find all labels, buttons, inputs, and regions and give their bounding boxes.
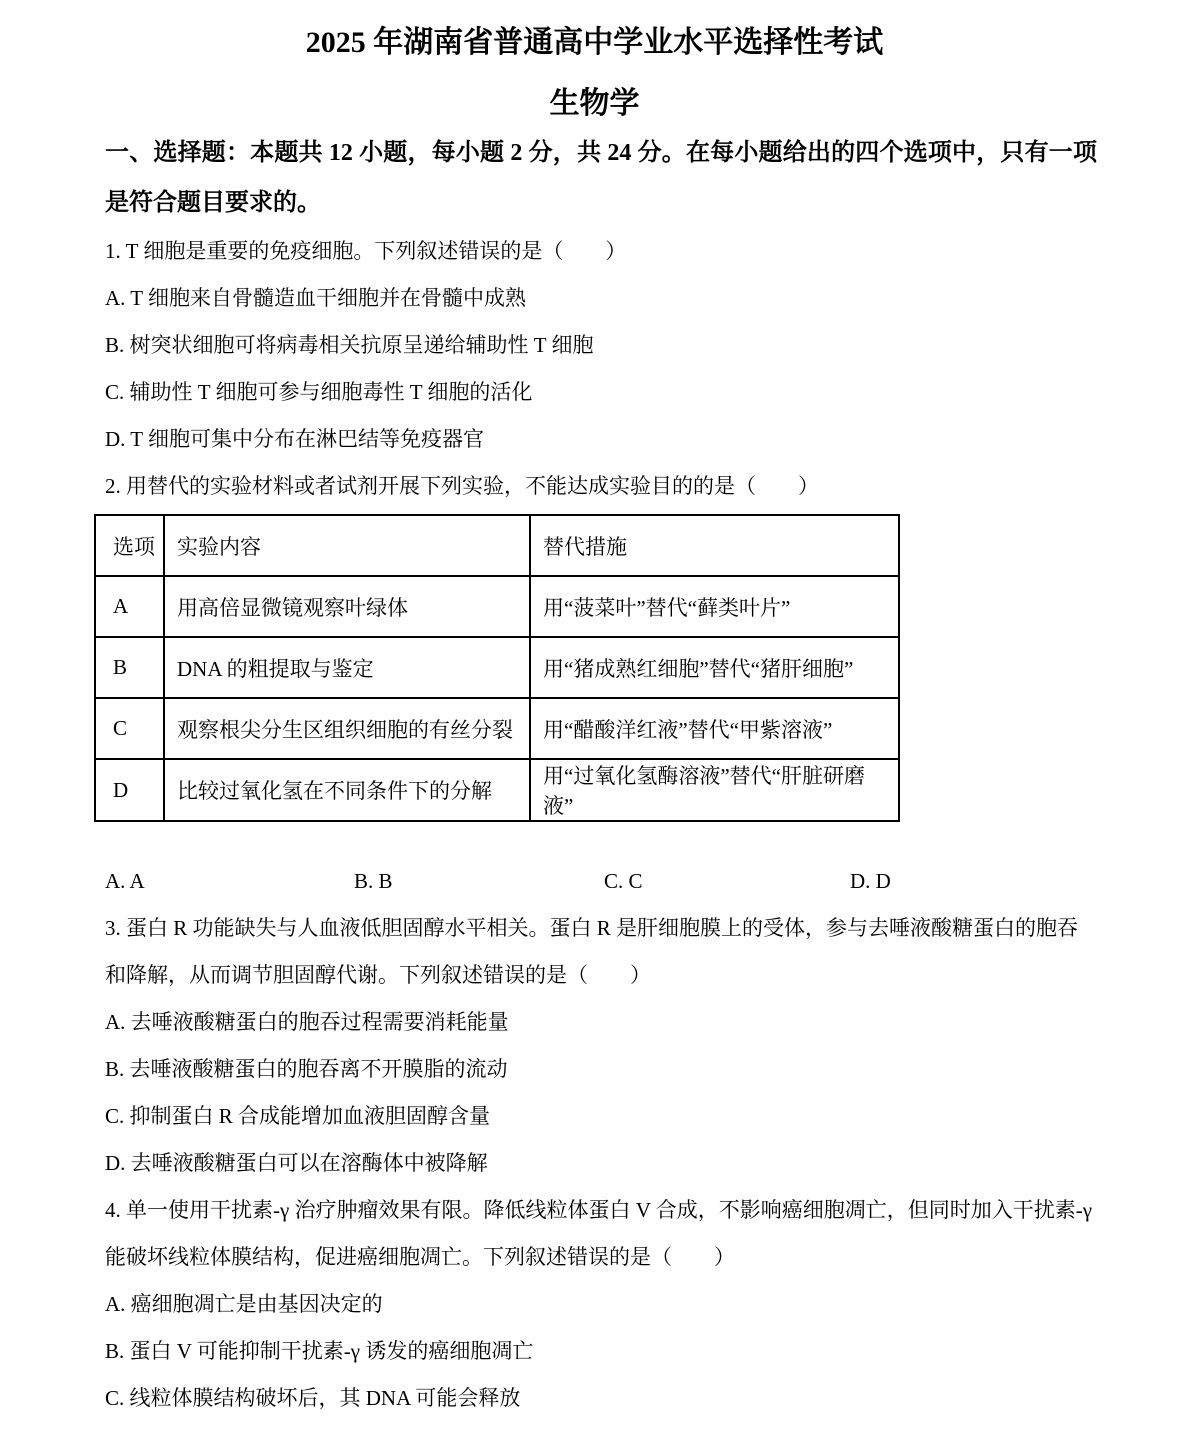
question-4-stem: 4. 单一使用干扰素-γ 治疗肿瘤效果有限。降低线粒体蛋白 V 合成，不影响癌细胞凋亡，但同时加入干扰素-γ 能破坏线粒体膜结构，促进癌细胞凋亡。下列叙述错误的是（ ）	[105, 1198, 1093, 1269]
question-2-answer-c: C. C	[604, 869, 643, 893]
table-header-row	[95, 515, 899, 576]
question-1-option-a: A. T 细胞来自骨髓造血干细胞并在骨髓中成熟	[105, 286, 526, 310]
question-4-option-b: B. 蛋白 V 可能抑制干扰素-γ 诱发的癌细胞凋亡	[105, 1339, 534, 1363]
question-3-option-b: B. 去唾液酸糖蛋白的胞吞离不开膜脂的流动	[105, 1057, 508, 1081]
question-2-answer-a: A. A	[105, 869, 145, 893]
table-header-substitute-measure: 替代措施	[530, 515, 899, 576]
question-1-option-c: C. 辅助性 T 细胞可参与细胞毒性 T 细胞的活化	[105, 380, 533, 404]
question-1	[105, 228, 1097, 463]
question-2-stem: 2. 用替代的实验材料或者试剂开展下列实验，不能达成实验目的的是（ ）	[105, 474, 819, 498]
table-cell-option-a: A	[95, 576, 164, 637]
page-title: 2025 年湖南省普通高中学业水平选择性考试	[305, 26, 884, 59]
table-cell-experiment-d: 比较过氧化氢在不同条件下的分解	[164, 759, 530, 821]
question-3-option-a: A. 去唾液酸糖蛋白的胞吞过程需要消耗能量	[105, 1010, 509, 1034]
table-cell-experiment-c: 观察根尖分生区组织细胞的有丝分裂	[164, 698, 530, 759]
question-3	[105, 905, 1097, 1187]
table-header-experiment-content: 实验内容	[164, 515, 530, 576]
question-2-answer-row	[105, 858, 1097, 905]
question-1-stem: 1. T 细胞是重要的免疫细胞。下列叙述错误的是（ ）	[105, 239, 627, 263]
page-subtitle: 生物学	[549, 87, 640, 120]
question-4	[105, 1187, 1097, 1422]
table-cell-option-c: C	[95, 698, 164, 759]
table-cell-substitute-c: 用“醋酸洋红液”替代“甲紫溶液”	[530, 698, 899, 759]
table-row-b	[95, 637, 899, 698]
table-cell-option-b: B	[95, 637, 164, 698]
question-3-option-d: D. 去唾液酸糖蛋白可以在溶酶体中被降解	[105, 1151, 488, 1175]
table-cell-substitute-d: 用“过氧化氢酶溶液”替代“肝脏研磨液”	[530, 759, 899, 821]
table-cell-substitute-a: 用“菠菜叶”替代“藓类叶片”	[530, 576, 899, 637]
question-4-option-c: C. 线粒体膜结构破坏后，其 DNA 可能会释放	[105, 1386, 521, 1410]
question-1-option-d: D. T 细胞可集中分布在淋巴结等免疫器官	[105, 427, 484, 451]
question-1-option-b: B. 树突状细胞可将病毒相关抗原呈递给辅助性 T 细胞	[105, 333, 594, 357]
table-cell-substitute-b: 用“猪成熟红细胞”替代“猪肝细胞”	[530, 637, 899, 698]
question-2-answer-d: D. D	[850, 869, 891, 893]
table-cell-experiment-a: 用高倍显微镜观察叶绿体	[164, 576, 530, 637]
table-row-d	[95, 759, 899, 821]
table-cell-option-d: D	[95, 759, 164, 821]
question-2-answer-b: B. B	[354, 869, 393, 893]
question-3-option-c: C. 抑制蛋白 R 合成能增加血液胆固醇含量	[105, 1104, 491, 1128]
table-header-option: 选项	[95, 515, 164, 576]
question-3-stem: 3. 蛋白 R 功能缺失与人血液低胆固醇水平相关。蛋白 R 是肝细胞膜上的受体，参与去唾液酸糖蛋白的胞吞和降解，从而调节胆固醇代谢。下列叙述错误的是（ ）	[105, 916, 1079, 987]
table-cell-experiment-b: DNA 的粗提取与鉴定	[164, 637, 530, 698]
section-heading: 一、选择题：本题共 12 小题，每小题 2 分，共 24 分。在每小题给出的四个选项中，只有一项是符合题目要求的。	[105, 140, 1097, 216]
table-row-c	[95, 698, 899, 759]
document-body	[105, 128, 1097, 1422]
question-2-table	[94, 514, 900, 822]
table-row-a	[95, 576, 899, 637]
question-4-option-a: A. 癌细胞凋亡是由基因决定的	[105, 1292, 383, 1316]
question-2	[105, 463, 1097, 905]
